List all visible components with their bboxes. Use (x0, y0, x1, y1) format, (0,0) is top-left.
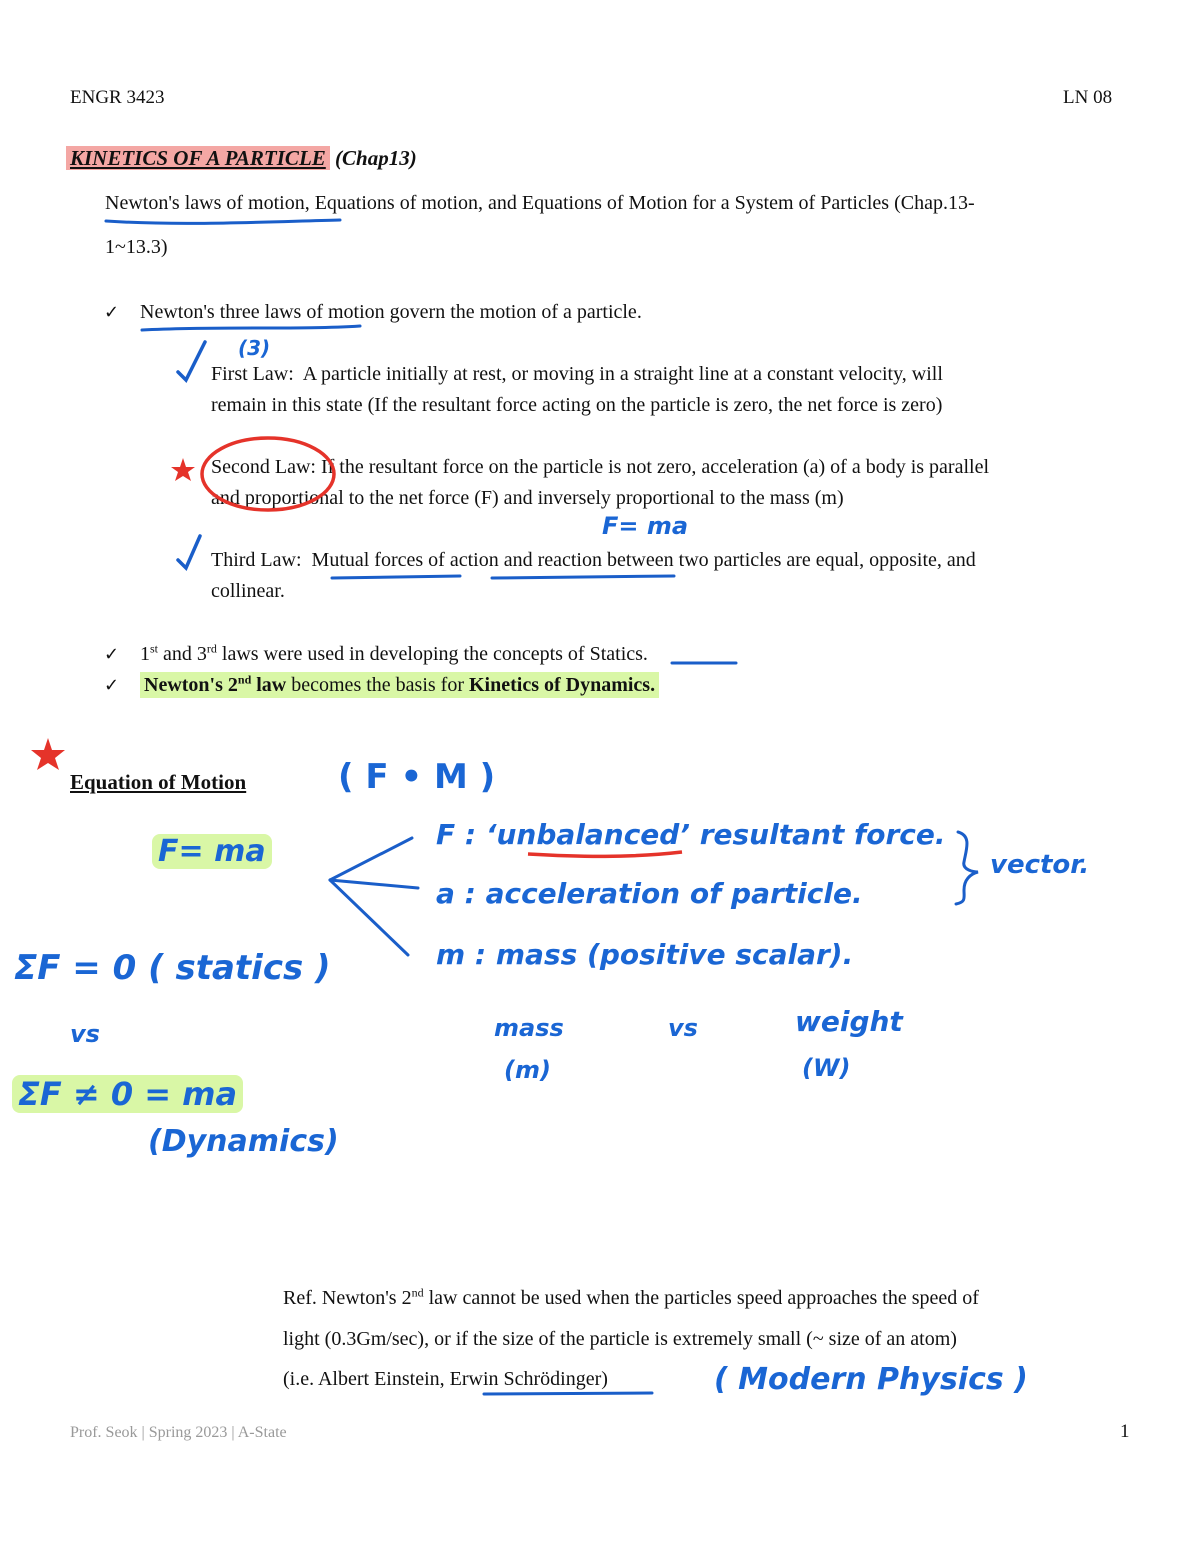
section-heading: Equation of Motion (70, 770, 247, 794)
third-law-mutual-forces: Mutual forces (311, 549, 424, 571)
bullet1-post: of motion govern the motion of a particle. (301, 301, 642, 323)
b2-e: . (642, 643, 648, 665)
first-law-label: First Law: (211, 363, 294, 385)
b3-c: becomes the basis for (286, 674, 469, 696)
second-law-label: Second Law: (211, 456, 316, 478)
b2-a: 1 (140, 643, 150, 665)
hand-f-row: F : ʻunbalancedʼ resultant force. (436, 818, 946, 851)
checkmark-first-icon (178, 342, 205, 380)
ref-l1b: law cannot be used when the particles speed approaches the speed of (423, 1287, 979, 1309)
hand-fma-left: F= ma (152, 834, 272, 869)
ref-l3a: (i.e. Albert Einstein, (283, 1368, 450, 1390)
bracket-line-top (330, 838, 412, 880)
title-main: KINETICS OF A PARTICLE (66, 146, 330, 170)
lecture-number: LN 08 (1063, 87, 1113, 108)
hand-statics-eq: ΣF = 0 ( statics ) (14, 948, 331, 988)
bracket-line-bottom (330, 880, 408, 955)
b2-b: and 3 (158, 643, 207, 665)
hand-mass: mass (494, 1014, 564, 1042)
hand-vs-mid: vs (668, 1014, 698, 1042)
checkmark-icon: ✓ (104, 675, 120, 696)
third-law-line-2: collinear. (211, 580, 285, 602)
b3-b: law (251, 674, 287, 696)
ref-l3c: ) (601, 1368, 608, 1390)
third-law-of: of (423, 549, 450, 571)
underline-newtons-laws (106, 220, 340, 223)
hand-three: (3) (238, 336, 271, 360)
b2-statics: Statics (589, 643, 643, 665)
intro-newtons-laws: Newton's laws of motion (105, 192, 305, 214)
checkmark-icon: ✓ (104, 644, 120, 665)
second-law-line-2: and proportional to the net force (F) and inversely proportional to the mass (m) (211, 487, 844, 509)
star-second-law-icon (171, 458, 195, 481)
page-number: 1 (1120, 1421, 1130, 1442)
underline-schrodinger (484, 1393, 652, 1394)
checkmark-third-icon (178, 536, 200, 568)
star-equation-icon (31, 738, 65, 770)
hand-dynamics: (Dynamics) (148, 1124, 339, 1159)
hand-weight-w: (W) (802, 1054, 851, 1082)
course-code: ENGR 3423 (70, 87, 165, 108)
hand-vs-left: vs (70, 1020, 100, 1048)
bracket-line-mid (330, 880, 418, 888)
hand-vector: vector. (990, 850, 1090, 880)
hand-a-row: a : acceleration of particle. (436, 877, 863, 910)
underline-mutual-forces (332, 576, 460, 578)
b3-a: Newton's 2 (144, 674, 238, 696)
b2-a-sup: st (150, 641, 159, 656)
hand-m-row: m : mass (positive scalar). (436, 938, 854, 971)
footer-author: Prof. Seok | Spring 2023 | A-State (70, 1424, 287, 1441)
hand-modern-physics: ( Modern Physics ) (714, 1362, 1028, 1397)
intro-line-2: 1~13.3) (105, 236, 168, 258)
hand-fma-small: F= ma (602, 512, 689, 540)
bullet1-pre: Newton's three laws (140, 301, 302, 323)
underline-action-reaction (492, 576, 674, 578)
first-law-text: A particle initially at rest, or moving in a straight line at a constant velocity, will (302, 363, 943, 385)
hand-weight: weight (795, 1005, 903, 1038)
b3-a-sup: nd (237, 672, 252, 687)
underline-three-laws (142, 326, 360, 330)
intro-rest: , Equations of motion, and Equations of Motion for a System of Particles (Chap.13- (304, 192, 975, 214)
ref-l1sup: nd (411, 1285, 424, 1300)
second-law-text: If the resultant force on the particle is not zero, acceleration (a) of a body is parallel (320, 456, 990, 478)
b3-d: Kinetics of Dynamics. (468, 674, 656, 696)
hand-f-m: ( F • M ) (338, 757, 496, 797)
hand-dynamics-eq: ΣF ≠ 0 = ma (12, 1075, 243, 1113)
underline-unbalanced (528, 852, 682, 856)
brace-right (956, 832, 978, 904)
b2-c: laws were used in developing the concepts of (216, 643, 590, 665)
title-chapter: (Chap13) (335, 146, 417, 170)
hand-mass-m: (m) (504, 1056, 551, 1084)
ref-line-2: light (0.3Gm/sec), or if the size of the particle is extremely small (~ size of an atom) (283, 1328, 957, 1350)
ref-l1a: Ref. Newton's 2 (283, 1287, 412, 1309)
third-law-action-reaction: action and reaction (449, 549, 602, 571)
third-law-rest: between two particles are equal, opposite, and (602, 549, 976, 571)
checkmark-icon: ✓ (104, 302, 120, 323)
third-law-label: Third Law: (211, 549, 302, 571)
circle-second-law (202, 438, 334, 510)
ref-schrodinger: Erwin Schrödinger (449, 1368, 602, 1390)
b2-b-sup: rd (206, 641, 217, 656)
first-law-line-2: remain in this state (If the resultant force acting on the particle is zero, the net force is zero) (211, 394, 943, 416)
